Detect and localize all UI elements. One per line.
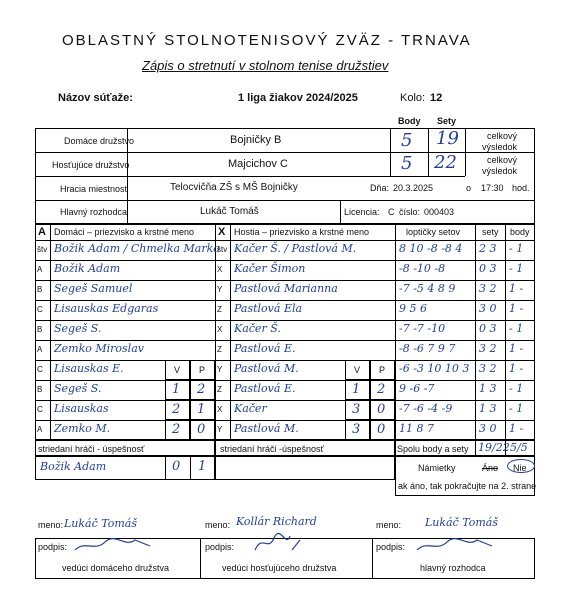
ref-signature — [412, 532, 502, 556]
away-sign-label: podpis: — [205, 542, 235, 552]
home-sub-v: 0 — [172, 459, 181, 474]
ref-name: Lukáč Tomáš — [425, 516, 499, 529]
home-team-name: Bojničky B — [230, 134, 282, 146]
row-away-player: Kačer Š. — [234, 322, 281, 335]
away-name-label: meno: — [205, 520, 231, 530]
objections-label: Námietky — [418, 463, 456, 473]
result-label-1: celkový — [487, 131, 518, 141]
home-points: 5 — [401, 130, 413, 151]
time-value: 17:30 — [481, 183, 504, 193]
row-points: 1 - — [509, 362, 524, 375]
ref-name-label: meno: — [376, 520, 402, 530]
away-role-label: vedúci hosťujúceho družstva — [222, 563, 337, 573]
row-away-code: X — [217, 325, 223, 334]
row-sets: 3 2 — [479, 282, 497, 295]
number-value: 000403 — [424, 207, 455, 217]
round-label: Kolo: — [400, 92, 426, 104]
row-points: 1 - — [509, 422, 524, 435]
away-v-value: 3 — [352, 422, 361, 437]
home-signature — [70, 532, 160, 556]
row-home-player: Zemko Miroslav — [54, 342, 144, 355]
row-home-code: B — [37, 325, 43, 334]
col-away-label: Hostia – priezvisko a krstné meno — [234, 227, 370, 237]
result-label-4: výsledok — [482, 166, 518, 176]
row-points: - 1 — [509, 322, 524, 335]
away-p-value: 0 — [377, 422, 386, 437]
home-p-header: P — [199, 365, 206, 375]
row-points: 1 - — [509, 342, 524, 355]
license-value: C — [388, 207, 395, 217]
row-balls: 9 -6 -7 — [399, 382, 435, 395]
home-v-header: V — [174, 365, 181, 375]
home-p-value: 1 — [197, 402, 206, 417]
ref-sign-label: podpis: — [376, 542, 406, 552]
home-name-label: meno: — [38, 520, 64, 530]
row-away-code: Y — [217, 365, 223, 374]
home-v-value: 2 — [172, 402, 181, 417]
ref-role-label: hlavný rozhodca — [420, 563, 486, 573]
home-p-value: 0 — [197, 422, 206, 437]
row-away-code: Z — [217, 385, 222, 394]
row-balls: -6 -3 10 10 3 — [399, 362, 470, 375]
row-balls: 8 10 -8 -8 4 — [399, 242, 463, 255]
away-points: 5 — [401, 153, 413, 174]
row-home-code: C — [37, 405, 43, 414]
home-v-value: 1 — [172, 382, 181, 397]
row-sets: 3 2 — [479, 342, 497, 355]
row-home-player: Zemko M. — [54, 422, 111, 435]
time-unit: hod. — [512, 183, 530, 193]
row-balls: -7 -7 -10 — [399, 322, 446, 335]
col-sets-label: sety — [482, 227, 499, 237]
totals-label: Spolu body a sety — [397, 444, 469, 454]
totals-points: 5/5 — [510, 441, 528, 454]
away-signature — [250, 530, 310, 556]
row-sets: 1 3 — [479, 402, 497, 415]
row-balls: -8 -6 7 9 7 — [399, 342, 456, 355]
away-sets: 22 — [434, 152, 457, 173]
venue-label: Hracia miestnosť — [60, 184, 128, 194]
row-away-player: Pastlová E. — [234, 382, 296, 395]
round-value: 12 — [430, 92, 443, 104]
home-leader-name: Lukáč Tomáš — [64, 517, 138, 530]
row-home-player: Lisauskas E. — [54, 362, 124, 375]
row-sets: 3 0 — [479, 422, 497, 435]
col-x-marker: X — [218, 226, 226, 238]
row-away-player: Pastlová M. — [234, 362, 299, 375]
objections-yes: Áno — [482, 463, 499, 473]
row-away-code: Y — [217, 285, 223, 294]
away-p-value: 0 — [377, 402, 386, 417]
date-label: Dňa: — [370, 183, 390, 193]
row-home-player: Božik Adam — [54, 262, 121, 275]
result-label-3: celkový — [487, 155, 518, 165]
row-points: 1 - — [509, 282, 524, 295]
row-home-player: Segeš S. — [54, 322, 102, 335]
away-team-name: Majcichov C — [228, 158, 288, 170]
row-home-player: Božik Adam / Chmelka Marko — [54, 242, 220, 255]
row-away-code: štv — [217, 245, 228, 254]
competition-name: 1 liga žiakov 2024/2025 — [238, 92, 358, 104]
match-table — [35, 224, 535, 440]
row-away-player: Kačer Šimon — [234, 262, 306, 275]
sety-header: Sety — [437, 116, 457, 126]
row-sets: 3 0 — [479, 302, 497, 315]
away-leader-name: Kollár Richard — [236, 515, 317, 528]
home-v-value: 2 — [172, 422, 181, 437]
row-points: - 1 — [509, 262, 524, 275]
row-away-code: Y — [217, 425, 223, 434]
competition-label: Názov súťaže: — [58, 92, 133, 104]
row-away-player: Pastlová Ela — [234, 302, 303, 315]
row-away-code: X — [217, 265, 223, 274]
row-sets: 3 2 — [479, 362, 497, 375]
away-v-value: 1 — [352, 382, 361, 397]
row-points: 1 - — [509, 302, 524, 315]
row-points: - 1 — [509, 242, 524, 255]
objections-note: ak áno, tak pokračujte na 2. strane — [398, 481, 537, 491]
row-home-player: Lisauskas Edgaras — [54, 302, 159, 315]
row-away-player: Pastlová E. — [234, 342, 296, 355]
col-home-label: Domáci – priezvisko a krstné meno — [54, 227, 195, 237]
away-v-value: 3 — [352, 402, 361, 417]
away-team-label: Hosťujúce družstvo — [52, 160, 130, 170]
venue-name: Telocvičňa ZŠ s MŠ Bojničky — [170, 182, 298, 193]
row-home-code: B — [37, 385, 43, 394]
away-v-header: V — [354, 365, 361, 375]
row-sets: 2 3 — [479, 242, 497, 255]
result-label-2: výsledok — [482, 142, 518, 152]
away-subs-label: striedaní hráči -úspešnosť — [220, 444, 324, 454]
objections-no: Nie — [513, 463, 527, 473]
row-home-code: A — [37, 265, 43, 274]
home-p-value: 2 — [197, 382, 206, 397]
row-home-code: B — [37, 285, 43, 294]
row-sets: 0 3 — [479, 262, 497, 275]
home-sets: 19 — [436, 128, 459, 149]
away-p-value: 2 — [377, 382, 386, 397]
row-away-code: Z — [217, 305, 222, 314]
col-a-marker: A — [38, 226, 46, 238]
totals-sets: 19/22 — [478, 441, 510, 454]
row-home-code: C — [37, 365, 43, 374]
home-sign-label: podpis: — [38, 542, 68, 552]
license-label: Licencia: — [344, 207, 380, 217]
row-away-player: Pastlová M. — [234, 422, 299, 435]
form-title: Zápis o stretnutí v stolnom tenise družstiev — [142, 58, 389, 73]
row-sets: 0 3 — [479, 322, 497, 335]
home-subs-label: striedaní hráči - úspešnosť — [38, 444, 145, 454]
row-points: - 1 — [509, 402, 524, 415]
org-title: OBLASTNÝ STOLNOTENISOVÝ ZVÄZ - TRNAVA — [62, 32, 472, 49]
row-balls: 9 5 6 — [399, 302, 427, 315]
row-balls: -7 -6 -4 -9 — [399, 402, 453, 415]
home-team-label: Domáce družstvo — [64, 136, 135, 146]
referee-name: Lukáč Tomáš — [200, 206, 259, 217]
row-balls: -8 -10 -8 — [399, 262, 446, 275]
home-sub-p: 1 — [198, 459, 207, 474]
home-sub-player: Božik Adam — [40, 460, 107, 473]
row-balls: -7 -5 4 8 9 — [399, 282, 456, 295]
row-points: - 1 — [509, 382, 524, 395]
row-home-code: A — [37, 345, 43, 354]
row-sets: 1 3 — [479, 382, 497, 395]
row-balls: 11 8 7 — [399, 422, 434, 435]
row-away-code: X — [217, 405, 223, 414]
row-away-player: Pastlová Marianna — [234, 282, 338, 295]
time-label: o — [466, 183, 472, 193]
row-home-code: A — [37, 425, 43, 434]
home-role-label: vedúci domáceho družstva — [62, 563, 170, 573]
referee-label: Hlavný rozhodca — [60, 207, 128, 217]
row-home-player: Lisauskas — [54, 402, 109, 415]
row-home-player: Segeš Samuel — [54, 282, 133, 295]
row-away-code: Z — [217, 345, 222, 354]
away-p-header: P — [379, 365, 386, 375]
number-label: číslo: — [399, 207, 421, 217]
date-value: 20.3.2025 — [393, 183, 434, 193]
row-away-player: Kačer — [234, 402, 267, 415]
col-body-label: body — [510, 227, 530, 237]
row-home-player: Segeš S. — [54, 382, 102, 395]
row-away-player: Kačer Š. / Pastlová M. — [234, 242, 357, 255]
col-balls-label: loptičky setov — [406, 227, 461, 237]
row-home-code: štv — [37, 245, 48, 254]
row-home-code: C — [37, 305, 43, 314]
body-header: Body — [398, 116, 421, 126]
